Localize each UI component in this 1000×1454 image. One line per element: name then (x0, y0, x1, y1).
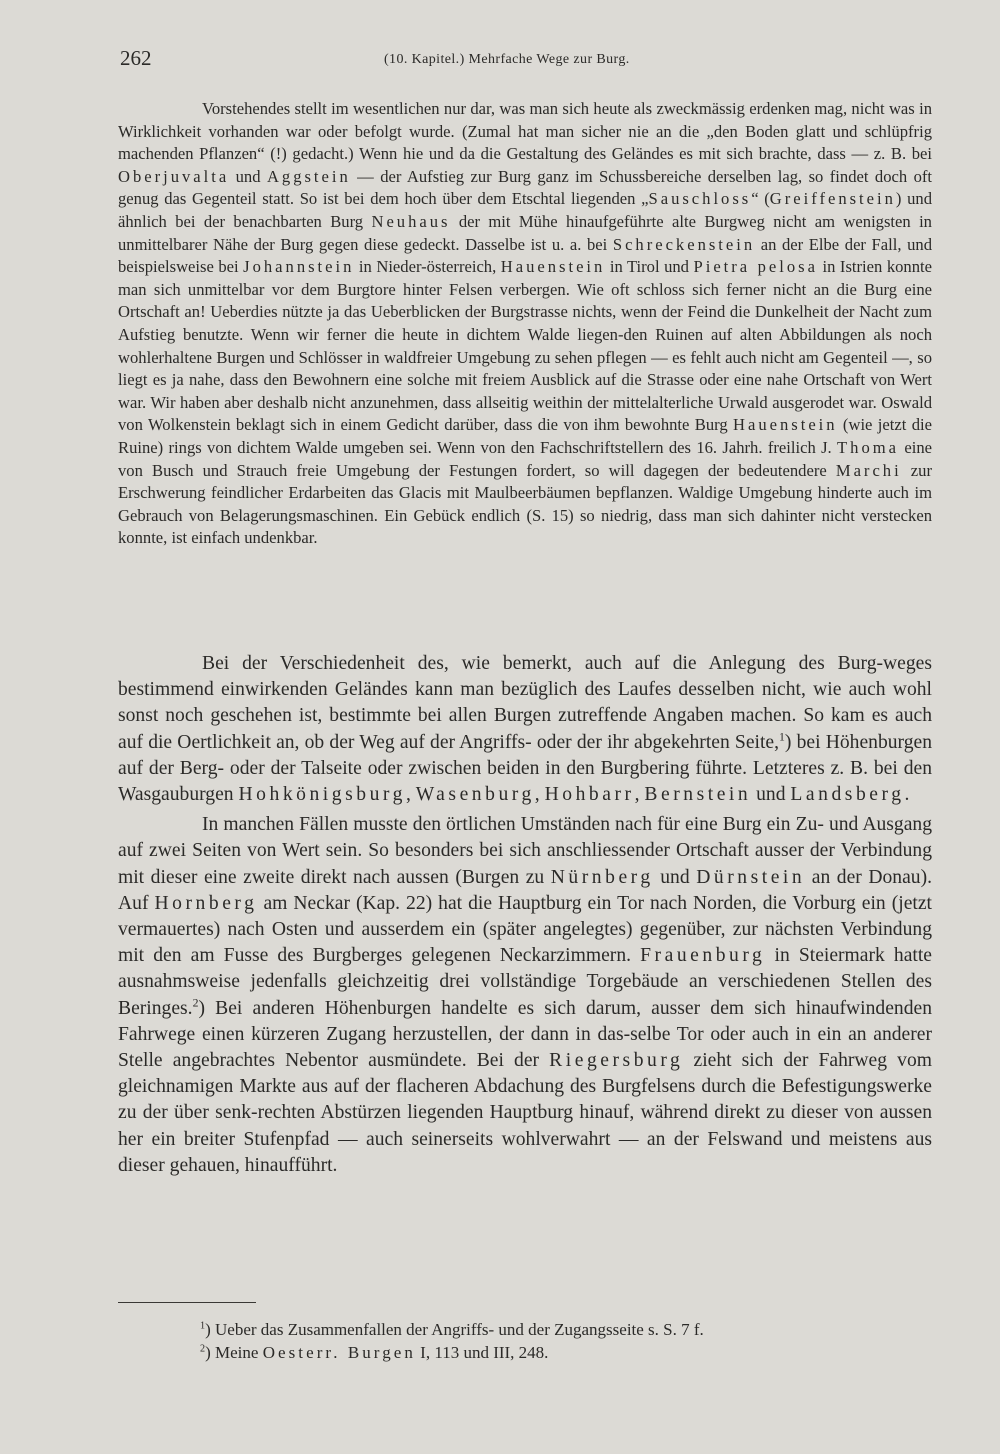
footnote-text: I, 113 und III, 248. (415, 1343, 549, 1362)
text-run: Vorstehendes stellt im wesentlichen nur dar, was man sich heute als zweckmässig erdenken mag, nicht was in Wirklichkeit vorhanden war oder befolgt wurde. (Zumal hat man sicher nie an die „den Boden glatt und schlüpfrig machenden Pflanzen“ (!) gedacht.) Wenn hie und da die Gestaltung des Geländes es mit sich brachte, dass — z. B. bei (118, 99, 932, 164)
text-run: , (405, 784, 416, 806)
footnote-mark: 1 (200, 1320, 206, 1332)
footnote-2 (200, 1341, 900, 1364)
footnote-1 (200, 1318, 900, 1341)
footnote-mark: 2 (200, 1343, 206, 1355)
place-name: Aggstein (266, 166, 351, 186)
paragraph-2 (118, 651, 932, 808)
footnote-text: ) Ueber das Zusammenfallen der Angriffs- und der Zugangsseite s. S. 7 f. (205, 1320, 704, 1339)
place-name: Dürnstein (696, 866, 806, 888)
body-text-large (118, 651, 932, 1183)
body-text-small (118, 98, 932, 550)
page-header (118, 46, 938, 76)
text-run: am Neckar (Kap. 22) hat die Hauptburg ein Tor nach Norden, die Vorburg ein (jetzt vermauertes) nach Osten und ausserdem ein (später angelegtes) gegenüber, zur nächsten Verbindung mit den am Fusse des Burgberges gelegenen Neckarzimmern. (118, 892, 932, 967)
paragraph-3 (118, 812, 932, 1179)
place-name: Wasenburg (415, 784, 535, 806)
text-run: in Tirol und (605, 257, 694, 277)
text-run: ) Bei anderen Höhenburgen handelte es sich darum, ausser dem sich hinaufwindenden Fahrwege einen kürzeren Zugang herzustellen, der dann in das-selbe Tor oder auch in ein an anderer Stelle angebrachtes Nebentor ausmündete. Bei der (118, 997, 932, 1072)
running-head: (10. Kapitel.) Mehrfache Wege zur Burg. (384, 52, 630, 67)
text-run: , (634, 784, 645, 806)
text-run: zieht sich der Fahrweg vom gleichnamigen Markte aus auf der flacheren Abdachung des Burgfelsens durch die Befestigungswerke zu der über senk-rechten Abstürzen liegenden Hauptburg hinauf, während direkt zu dieser von aussen her ein breiter Stufenpfad — auch seinerseits wohlverwahrt — an der Felswand und meistens aus dieser gehauen, hinaufführt. (118, 1050, 932, 1176)
text-run: und (229, 166, 267, 186)
text-run: In manchen Fällen musste den örtlichen Umständen nach für eine Burg ein Zu- und Ausgang auf zwei Seiten von Wert sein. So besonders bei sich anschliessender Ortschaft ausser der Verbindung mit dieser eine zweite direkt nach aussen (Burgen zu (118, 814, 932, 888)
place-name: Hauenstein (733, 415, 838, 435)
text-run: und (653, 866, 697, 888)
paragraph-1 (118, 98, 932, 550)
text-run: , (534, 784, 545, 806)
place-name: Johannstein (243, 257, 355, 277)
place-name: Neuhaus (371, 211, 451, 231)
text-run: der mit Mühe hinaufgeführte alte Burgweg nicht am wenigsten in unmittelbarer Nähe der Burg gegen diese gedeckt. Dasselbe ist u. a. bei (118, 211, 932, 254)
text-run: in Istrien konnte man sich unmittelbar vor dem Burgtore hinter Felsen verbergen. Wie oft schloss sich ferner nicht an die Burg eine Ortschaft an! Ueberdies nützte ja das Ueberblicken der Burgstrasse nichts, wenn der Feind die Dunkelheit der Nacht zum Aufstieg benutzte. Wenn wir ferner die heute in dichtem Walde liegen-den Ruinen auf alten Abbildungen als noch wohlerhaltene Burgen und Schlösser in waldfreier Umgebung zu sehen pflegen — es fehlt auch nicht am Gegenteil —, so liegt es ja nahe, dass den Bewohnern eine solche mit freiem Ausblick auf die Strasse oder eine nahe Ortschaft von Wert war. Wir haben aber deshalb nicht anzunehmen, dass allseitig weithin der mittelalterliche Urwald ausgerodet war. Oswald von Wolkenstein beklagt sich in einem Gedicht darüber, dass die von ihm bewohnte Burg (118, 257, 932, 435)
place-name: Pietra pelosa (693, 257, 818, 277)
place-name: Riegersburg (549, 1050, 684, 1072)
place-name: Oberjuvalta (118, 166, 230, 186)
footnote-text: ) Meine (205, 1343, 263, 1362)
text-run: in Nieder-österreich, (354, 257, 501, 277)
place-name: Landsberg (790, 784, 905, 806)
text-run: ) und ähnlich bei der benachbarten Burg (118, 189, 932, 231)
text-run: an der Elbe der Fall, und beispielsweise bei (118, 234, 932, 277)
place-name: Hohbarr (544, 784, 635, 806)
page-number: 262 (120, 46, 152, 70)
text-run: eine von Busch und Strauch freie Umgebung der Festungen fordert, so will dagegen der bedeutendere (118, 437, 932, 480)
book-title: Oesterr. Burgen (262, 1343, 416, 1362)
place-name: Hohkönigsburg (238, 784, 406, 806)
text-run: “ ( (751, 189, 770, 209)
person-name: Thoma (837, 437, 899, 457)
text-run: und (751, 784, 791, 806)
text-run: in Steiermark hatte ausnahmsweise jedenfalls gleichzeitig drei vollständige Torgebäude an verschiedenen Stellen des Beringes. (118, 945, 932, 1019)
place-name: Hornberg (154, 892, 258, 914)
text-run: . (904, 784, 910, 806)
footnote-divider (118, 1302, 256, 1303)
text-run: an der Donau). Auf (118, 866, 932, 914)
place-name: Schreckenstein (612, 234, 756, 254)
text-run: — der Aufstieg zur Burg ganz im Schussbereiche derselben lag, so findet doch oft genug das Gegenteil statt. So ist bei dem hoch über dem Etschtal liegenden „ (118, 166, 933, 209)
place-name: Greiffenstein (769, 189, 896, 209)
footnotes (200, 1318, 900, 1364)
footnote-ref-2[interactable]: 2 (192, 996, 199, 1010)
text-run: zur Erschwerung feindlicher Erdarbeiten das Glacis mit Maulbeerbäumen bepflanzen. Waldige Umgebung hinderte auch im Gebrauch von Belagerungsmaschinen. Ein Gebück endlich (S. 15) so niedrig, dass man sich dahinter nicht verstecken konnte, ist einfach undenkbar. (118, 460, 932, 548)
place-name: Sauschloss (648, 189, 752, 209)
place-name: Hauenstein (500, 257, 606, 277)
place-name: Nürnberg (550, 866, 654, 888)
footnote-ref-1[interactable]: 1 (779, 730, 785, 744)
text-run: (wie jetzt die Ruine) rings von dichtem Walde umgeben sei. Wenn von den Fachschriftstellern des 16. Jahrh. freilich J. (118, 415, 933, 457)
text-run: Bei der Verschiedenheit des, wie bemerkt, auch auf die Anlegung des Burg-weges bestimmend einwirkenden Geländes kann man bezüglich des Laufes desselben nicht, wie auch wohl sonst noch geschehen ist, bestimmte bei allen Burgen zutreffende Angaben machen. So kam es auch auf die Oertlichkeit an, ob der Weg auf der Angriffs- oder der ihr abgekehrten Seite, (118, 653, 932, 753)
place-name: Frauenburg (640, 945, 766, 967)
place-name: Bernstein (644, 784, 752, 806)
person-name: Marchi (835, 460, 902, 480)
text-run: ) bei Höhenburgen auf der Berg- oder der Talseite oder zwischen beiden in den Burgbering führte. Letzteres z. B. bei den Wasgauburgen (118, 731, 932, 806)
